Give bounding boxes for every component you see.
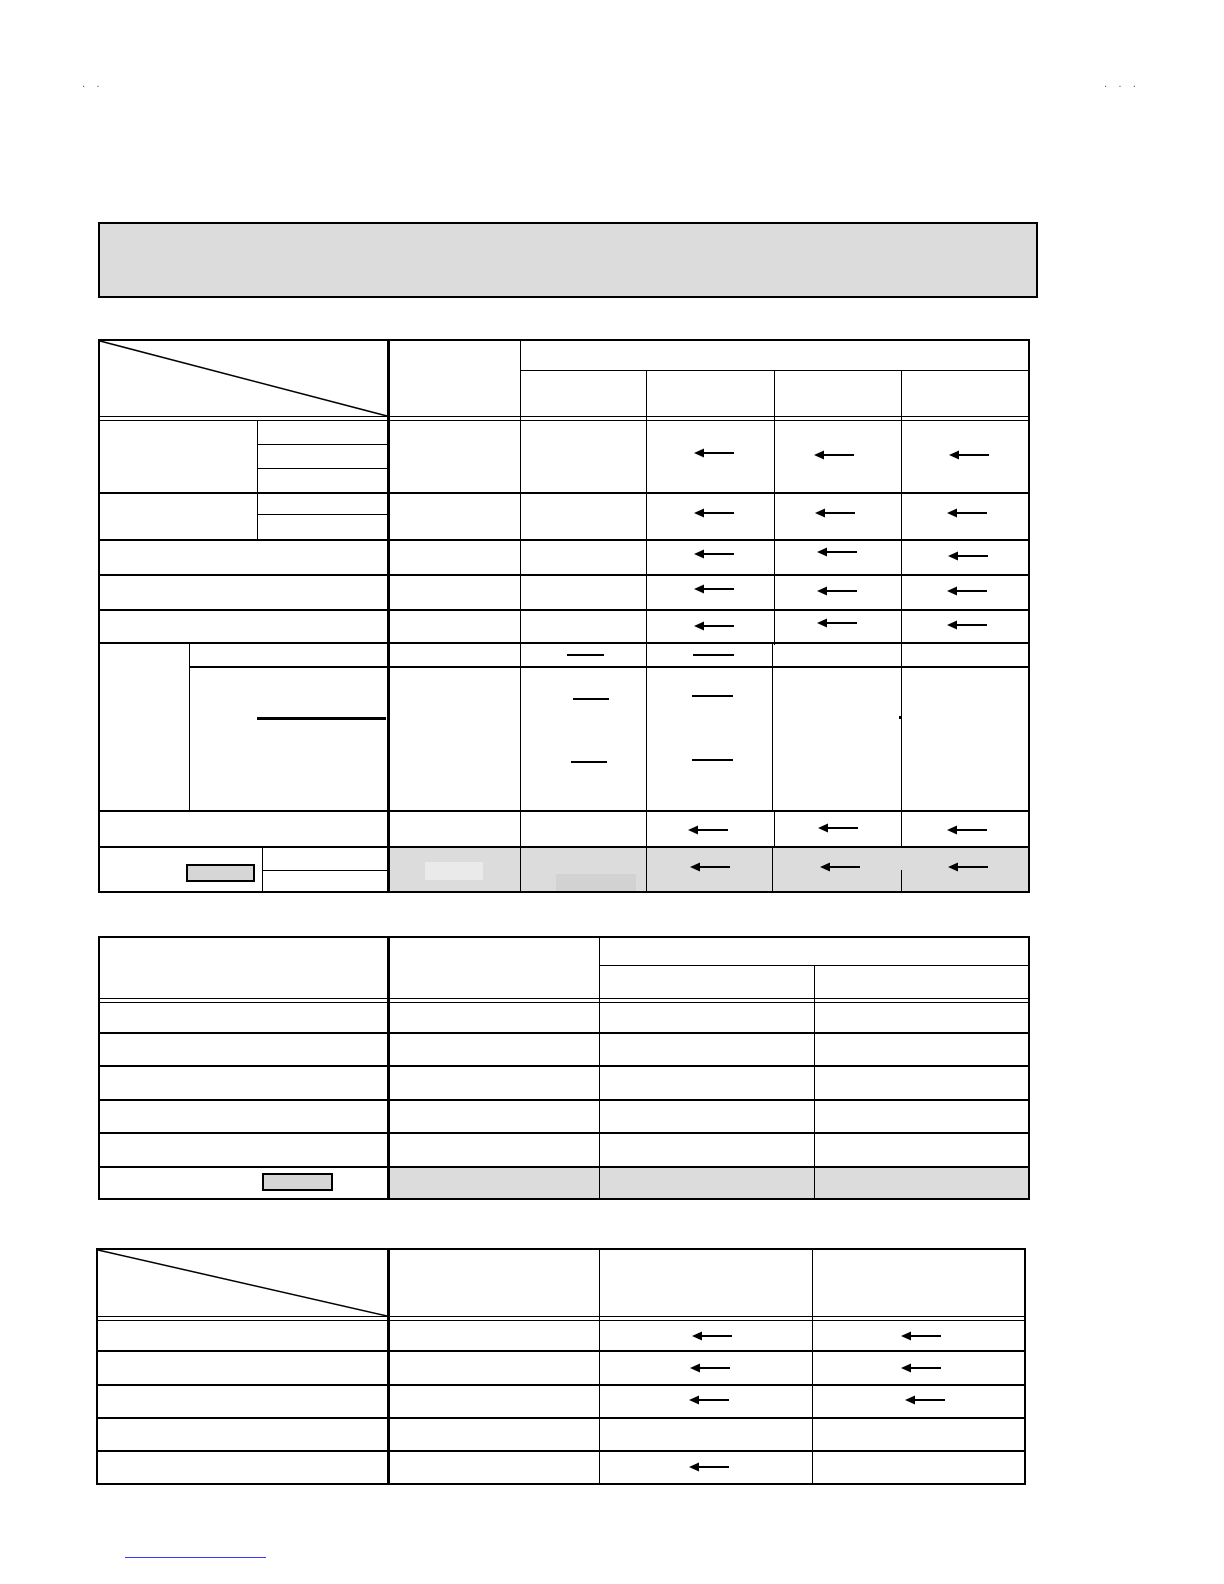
left-arrow-icon <box>817 587 857 596</box>
left-arrow-icon <box>817 548 857 557</box>
left-arrow-icon <box>948 863 988 872</box>
left-arrow-icon <box>818 824 858 833</box>
left-arrow-icon <box>901 1364 941 1373</box>
left-arrow-icon <box>690 1364 730 1373</box>
left-arrow-icon <box>689 1463 729 1472</box>
left-arrow-icon <box>948 552 988 561</box>
left-arrow-icon <box>694 550 734 559</box>
left-arrow-icon <box>814 451 854 460</box>
left-arrow-icon <box>694 622 734 631</box>
left-arrow-icon <box>901 1332 941 1341</box>
left-arrow-icon <box>949 451 989 460</box>
left-arrow-icon <box>947 587 987 596</box>
table3-diagonal-header-line <box>98 1250 387 1316</box>
left-arrow-icon <box>688 826 728 835</box>
left-arrow-icon <box>694 509 734 518</box>
left-arrow-icon <box>689 1396 729 1405</box>
left-arrow-icon <box>947 621 987 630</box>
footer-link-underline[interactable] <box>125 1557 266 1558</box>
left-arrow-icon <box>815 509 855 518</box>
corner-mark-left: · · <box>82 82 104 93</box>
corner-mark-right: · · · <box>1104 82 1140 93</box>
left-arrow-icon <box>692 1332 732 1341</box>
left-arrow-icon <box>694 449 734 458</box>
left-arrow-icon <box>905 1396 945 1405</box>
left-arrow-icon <box>690 863 730 872</box>
left-arrow-icon <box>694 585 734 594</box>
left-arrow-icon <box>817 619 857 628</box>
table1-diagonal-header-line <box>100 341 387 416</box>
left-arrow-icon <box>820 863 860 872</box>
left-arrow-icon <box>947 509 987 518</box>
left-arrow-icon <box>947 826 987 835</box>
